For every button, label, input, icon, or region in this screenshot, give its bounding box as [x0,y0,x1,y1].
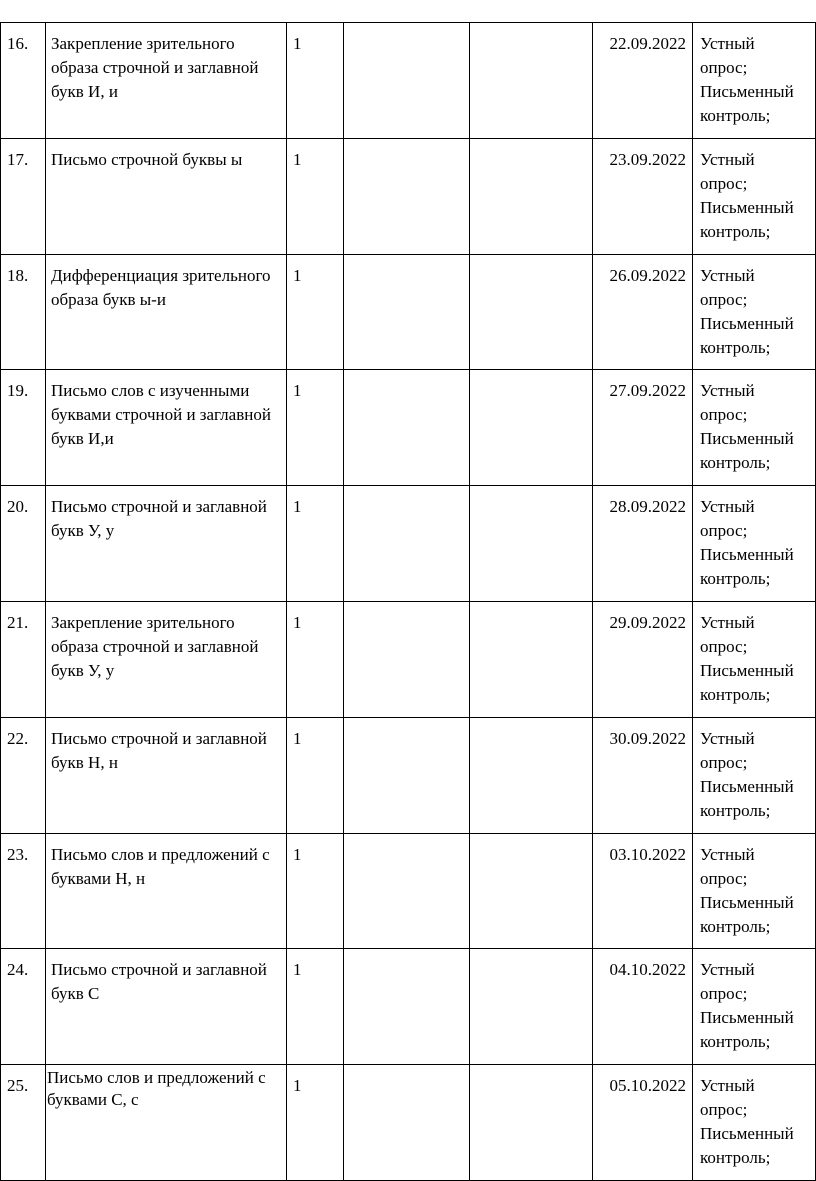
control-form-line: Письменный [700,82,794,101]
empty-cell [470,486,593,602]
control-form-line: контроль; [700,916,771,936]
lesson-topic: Письмо строчной и заглавной букв У, у [46,486,287,602]
empty-cell [470,138,593,254]
empty-cell [344,717,470,833]
control-form [693,370,816,486]
lesson-topic: Закрепление зрительного образа строчной и заглавной букв И, и [46,23,287,139]
control-form-line: Письменный [700,197,794,217]
empty-cell [470,833,593,949]
lesson-number: 17. [1,138,46,254]
lesson-number: 21. [1,601,46,717]
control-form [693,486,816,602]
empty-cell [470,254,593,370]
lesson-topic: Письмо строчной и заглавной букв Н, н [46,717,287,833]
control-form-line: опрос; [700,984,748,1004]
control-form-line: Письменный [700,429,794,449]
control-form-line: опрос; [700,636,748,656]
control-form [693,1065,816,1181]
lesson-topic: Письмо строчной и заглавной букв С [46,949,287,1065]
lesson-hours: 1 [287,949,344,1065]
control-form [693,833,816,949]
lesson-date: 23.09.2022 [593,138,693,254]
control-form [693,717,816,833]
empty-cell [470,717,593,833]
empty-cell [344,949,470,1065]
lesson-number: 20. [1,486,46,602]
control-form-line: Письменный [700,545,794,565]
table-row [1,23,816,139]
lesson-date: 27.09.2022 [593,370,693,486]
control-form-line: Устный [700,960,755,980]
lesson-number: 23. [1,833,46,949]
control-form [693,138,816,254]
control-form-line: опрос; [700,752,748,772]
control-form-line: опрос; [700,521,748,541]
control-form-line: Письменный [700,892,794,912]
lesson-hours: 1 [287,717,344,833]
control-form-line: контроль; [700,800,771,820]
control-form-line: Письменный [700,1124,794,1144]
lesson-number: 19. [1,370,46,486]
lesson-hours: 1 [287,1065,344,1181]
table-row [1,370,816,486]
empty-cell [470,949,593,1065]
control-form-line: Устный [700,149,755,169]
control-form-line: Устный [700,265,755,285]
lesson-hours: 1 [287,23,344,139]
lesson-date: 03.10.2022 [593,833,693,949]
table-row [1,138,816,254]
lesson-date: 05.10.2022 [593,1065,693,1181]
control-form-line: контроль; [700,1148,771,1168]
empty-cell [344,138,470,254]
lesson-topic: Письмо слов и предложений с буквами С, с [46,1065,287,1181]
control-form [693,23,816,139]
table-row [1,601,816,717]
lesson-number: 24. [1,949,46,1065]
empty-cell [344,370,470,486]
control-form-line: контроль; [700,453,771,473]
control-form-line: Устный [700,1076,755,1096]
lesson-topic: Дифференциация зрительного образа букв ы-и [46,254,287,370]
control-form-line: опрос; [700,58,748,77]
control-form-line: Устный [700,612,755,632]
control-form-line: контроль; [700,1032,771,1052]
table-row [1,486,816,602]
lesson-topic: Письмо строчной буквы ы [46,138,287,254]
control-form-line: Письменный [700,660,794,680]
control-form-line: Письменный [700,776,794,796]
control-form-line: контроль; [700,337,771,357]
control-form [693,601,816,717]
control-form-line: опрос; [700,173,748,193]
empty-cell [344,23,470,139]
lesson-number: 16. [1,23,46,139]
lesson-hours: 1 [287,370,344,486]
control-form-line: Устный [700,497,755,517]
table-row [1,833,816,949]
lesson-date: 22.09.2022 [593,23,693,139]
control-form-line: Письменный [700,313,794,333]
lesson-hours: 1 [287,833,344,949]
lesson-hours: 1 [287,601,344,717]
lesson-plan-table [0,22,816,1181]
lesson-hours: 1 [287,254,344,370]
lesson-number: 22. [1,717,46,833]
control-form-line: контроль; [700,106,771,125]
empty-cell [344,486,470,602]
empty-cell [344,1065,470,1181]
lesson-date: 26.09.2022 [593,254,693,370]
control-form-line: контроль; [700,684,771,704]
empty-cell [344,601,470,717]
table-row [1,949,816,1065]
empty-cell [470,23,593,139]
empty-cell [470,601,593,717]
lesson-date: 30.09.2022 [593,717,693,833]
lesson-topic: Закрепление зрительного образа строчной и заглавной букв У, у [46,601,287,717]
control-form [693,949,816,1065]
lesson-topic: Письмо слов и предложений с буквами Н, н [46,833,287,949]
lesson-date: 04.10.2022 [593,949,693,1065]
empty-cell [470,1065,593,1181]
lesson-number: 25. [1,1065,46,1181]
lesson-hours: 1 [287,486,344,602]
empty-cell [344,254,470,370]
lesson-date: 28.09.2022 [593,486,693,602]
control-form-line: Устный [700,381,755,401]
table-row [1,254,816,370]
lesson-number: 18. [1,254,46,370]
control-form-line: Устный [700,728,755,748]
empty-cell [470,370,593,486]
lesson-hours: 1 [287,138,344,254]
table-row [1,717,816,833]
control-form-line: Устный [700,34,755,53]
control-form-line: контроль; [700,569,771,589]
control-form-line: контроль; [700,221,771,241]
empty-cell [344,833,470,949]
control-form-line: Письменный [700,1008,794,1028]
control-form-line: опрос; [700,868,748,888]
lesson-date: 29.09.2022 [593,601,693,717]
lesson-topic: Письмо слов с изученными буквами строчной и заглавной букв И,и [46,370,287,486]
control-form-line: опрос; [700,405,748,425]
control-form-line: опрос; [700,289,748,309]
control-form-line: опрос; [700,1100,748,1120]
control-form-line: Устный [700,844,755,864]
table-row [1,1065,816,1181]
control-form [693,254,816,370]
